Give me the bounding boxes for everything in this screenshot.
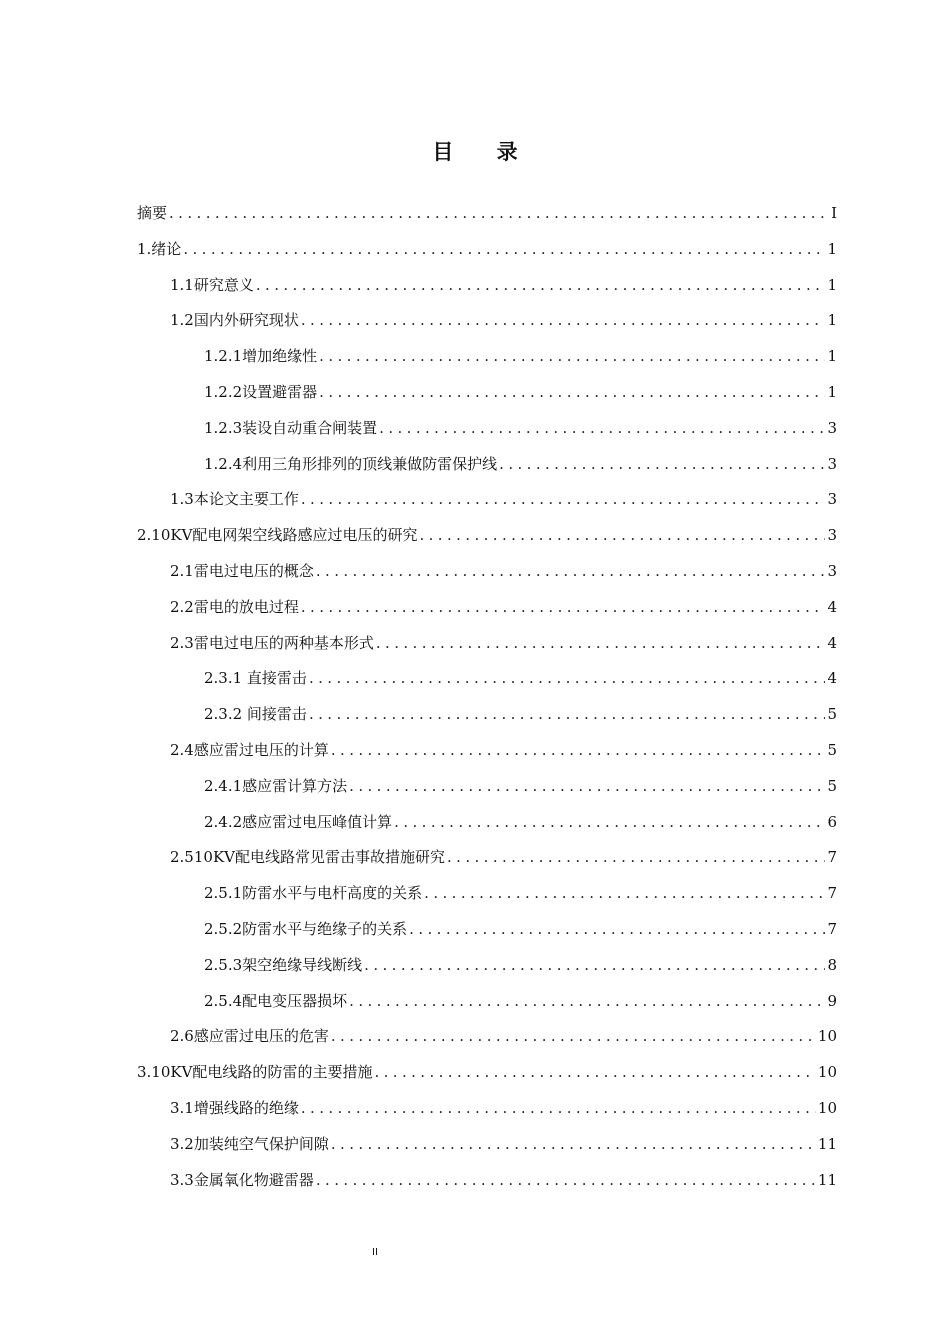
dot-leader [299, 481, 826, 517]
toc-entry-title: 2.4感应雷过电压的计算 [170, 741, 329, 759]
toc-entry-page-number: 1 [827, 383, 837, 401]
toc-entry[interactable] [170, 1162, 837, 1198]
toc-entry[interactable] [170, 553, 837, 589]
toc-entry-page-number: 5 [827, 777, 837, 795]
toc-entry-title: 2.2雷电的放电过程 [170, 598, 299, 616]
toc-entry-title: 2.4.2感应雷过电压峰值计算 [204, 813, 393, 831]
toc-entry-page-number: 3 [827, 490, 837, 508]
dot-leader [372, 1054, 815, 1090]
toc-entry-page-number: I [831, 204, 837, 222]
toc-entry-title: 1.2.3装设自动重合闸装置 [204, 419, 378, 437]
toc-entry-page-number: 11 [817, 1171, 837, 1189]
toc-entry-title: 2.3.2 间接雷击 [204, 705, 307, 723]
toc-entry[interactable] [204, 374, 837, 410]
toc-entry[interactable] [170, 267, 837, 303]
toc-entry-page-number: 3 [827, 455, 837, 473]
toc-entry[interactable] [204, 410, 837, 446]
toc-entry-title: 摘要 [137, 204, 168, 222]
page-title: 目 录 [432, 140, 536, 164]
toc-entry[interactable] [170, 732, 837, 768]
toc-entry[interactable] [204, 338, 837, 374]
toc-entry-title: 1.1研究意义 [170, 276, 254, 294]
toc-entry-title: 1.2.4利用三角形排列的顶线兼做防雷保护线 [204, 455, 498, 473]
dot-leader [417, 517, 825, 553]
toc-entry[interactable] [204, 983, 837, 1019]
toc-entry[interactable] [137, 517, 837, 553]
dot-leader [317, 374, 825, 410]
toc-entry-page-number: 1 [827, 311, 837, 329]
toc-entry-title: 1.3本论文主要工作 [170, 490, 299, 508]
toc-entry-page-number: 1 [827, 240, 837, 258]
toc-entry-page-number: 4 [827, 598, 837, 616]
dot-leader [347, 983, 825, 1019]
dot-leader [254, 267, 826, 303]
toc-entry-page-number: 10 [817, 1099, 837, 1117]
toc-entry-title: 2.6感应雷过电压的危害 [170, 1027, 329, 1045]
toc-entry-page-number: 3 [827, 419, 837, 437]
toc-entry-page-number: 11 [817, 1135, 837, 1153]
toc-entry[interactable] [137, 1054, 837, 1090]
toc-entry[interactable] [204, 947, 837, 983]
toc-entry[interactable] [170, 481, 837, 517]
dot-leader [374, 625, 826, 661]
dot-leader [377, 410, 825, 446]
toc-entry-title: 2.510KV配电线路常见雷击事故措施研究 [170, 848, 445, 866]
dot-leader [347, 768, 825, 804]
toc-entry[interactable] [170, 625, 837, 661]
toc-entry-title: 2.5.3架空绝缘导线断线 [204, 956, 363, 974]
toc-entry-page-number: 1 [827, 276, 837, 294]
dot-leader [392, 804, 825, 840]
toc-entry-title: 3.3金属氧化物避雷器 [170, 1171, 314, 1189]
dot-leader [299, 1090, 816, 1126]
toc-entry[interactable] [170, 1090, 837, 1126]
toc-entry[interactable] [170, 589, 837, 625]
dot-leader [307, 696, 826, 732]
toc-entry-title: 3.1增强线路的绝缘 [170, 1099, 299, 1117]
toc-entry-page-number: 3 [827, 526, 837, 544]
toc-entry-page-number: 7 [827, 884, 837, 902]
dot-leader [422, 875, 825, 911]
dot-leader [317, 338, 825, 374]
toc-entry-title: 2.4.1感应雷计算方法 [204, 777, 348, 795]
toc-entry[interactable] [137, 231, 837, 267]
toc-entry[interactable] [137, 195, 837, 231]
toc-entry-title: 2.1雷电过电压的概念 [170, 562, 314, 580]
toc-entry-title: 1.绪论 [137, 240, 182, 258]
dot-leader [299, 589, 826, 625]
toc-entry[interactable] [204, 696, 837, 732]
dot-leader [329, 732, 826, 768]
toc-entry[interactable] [204, 768, 837, 804]
toc-entry-page-number: 5 [827, 741, 837, 759]
toc-entry-title: 2.10KV配电网架空线路感应过电压的研究 [137, 526, 418, 544]
toc-entry-page-number: 9 [827, 992, 837, 1010]
toc-entry-page-number: 1 [827, 347, 837, 365]
dot-leader [445, 839, 825, 875]
dot-leader [497, 446, 825, 482]
dot-leader [299, 302, 826, 338]
dot-leader [181, 231, 825, 267]
toc-entry-title: 2.5.2防雷水平与绝缘子的关系 [204, 920, 408, 938]
toc-entry-page-number: 7 [827, 848, 837, 866]
footer-page-number: II [372, 1247, 378, 1258]
dot-leader [362, 947, 825, 983]
toc-entry-page-number: 3 [827, 562, 837, 580]
toc-entry-page-number: 4 [827, 634, 837, 652]
toc-entry-page-number: 8 [827, 956, 837, 974]
toc-entry-title: 2.5.1防雷水平与电杆高度的关系 [204, 884, 423, 902]
toc-entry-title: 3.2加装纯空气保护间隙 [170, 1135, 329, 1153]
toc-entry-page-number: 4 [827, 669, 837, 687]
toc-entry-page-number: 10 [817, 1063, 837, 1081]
dot-leader [314, 1162, 816, 1198]
toc-entry-title: 2.3.1 直接雷击 [204, 669, 307, 687]
toc-entry-title: 1.2国内外研究现状 [170, 311, 299, 329]
toc-entry-title: 2.3雷电过电压的两种基本形式 [170, 634, 374, 652]
toc-entry[interactable] [204, 804, 837, 840]
toc-entry[interactable] [204, 446, 837, 482]
toc-entry-page-number: 10 [817, 1027, 837, 1045]
toc-entry-page-number: 5 [827, 705, 837, 723]
toc-entry-title: 3.10KV配电线路的防雷的主要措施 [137, 1063, 373, 1081]
dot-leader [314, 553, 826, 589]
dot-leader [307, 660, 826, 696]
toc-entry[interactable] [170, 1018, 837, 1054]
dot-leader [329, 1018, 816, 1054]
toc-entry[interactable] [204, 911, 837, 947]
toc-entry-title: 1.2.1增加绝缘性 [204, 347, 318, 365]
toc-entry[interactable] [170, 839, 837, 875]
toc-entry-page-number: 7 [827, 920, 837, 938]
dot-leader [329, 1126, 816, 1162]
toc-entry-title: 1.2.2设置避雷器 [204, 383, 318, 401]
toc-entry-title: 2.5.4配电变压器损坏 [204, 992, 348, 1010]
toc-entry[interactable] [204, 875, 837, 911]
dot-leader [407, 911, 825, 947]
toc-entry[interactable] [204, 660, 837, 696]
toc-entry[interactable] [170, 1126, 837, 1162]
dot-leader [167, 195, 829, 231]
toc-entry-page-number: 6 [827, 813, 837, 831]
toc-entry[interactable] [170, 302, 837, 338]
